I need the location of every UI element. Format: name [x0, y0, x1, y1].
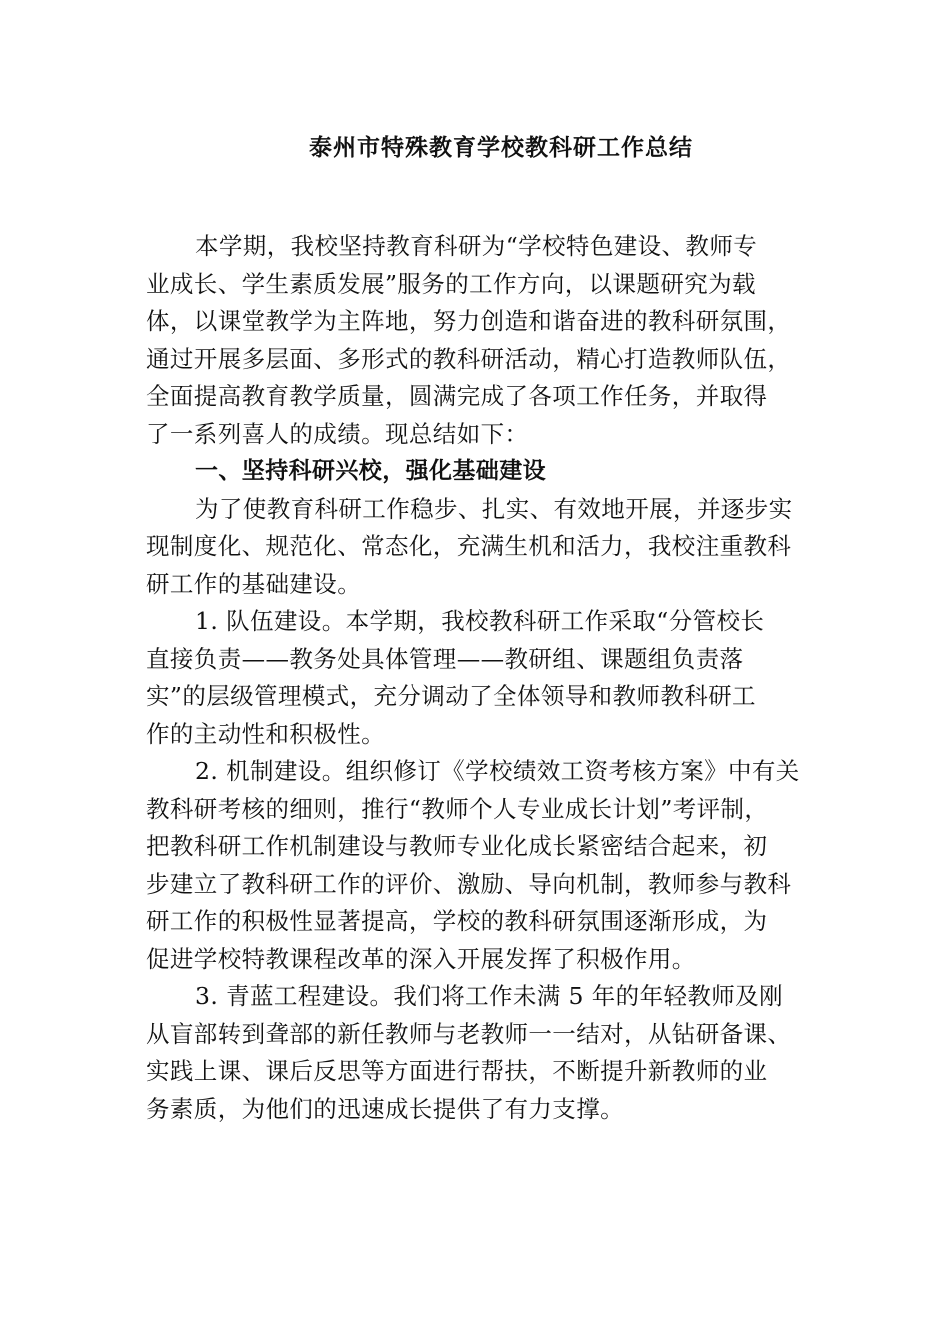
paragraph-line: 通过开展多层面、多形式的教科研活动，精心打造教师队伍，	[146, 344, 792, 373]
paragraph-line: 实践上课、课后反思等方面进行帮扶，不断提升新教师的业	[146, 1057, 768, 1085]
section-heading: 一、坚持科研兴校，强化基础建设	[195, 458, 546, 484]
paragraph-line: 现制度化、规范化、常态化，充满生机和活力，我校注重教科	[146, 532, 792, 560]
paragraph-line: 步建立了教科研工作的评价、激励、导向机制，教师参与教科	[146, 869, 792, 898]
document-body	[146, 228, 808, 1128]
paragraph-line: 了一系列喜人的成绩。现总结如下：	[146, 419, 529, 448]
document-title: 泰州市特殊教育学校教科研工作总结	[309, 135, 693, 161]
paragraph-line: 1. 队伍建设。本学期，我校教科研工作采取“分管校长	[195, 607, 765, 635]
paragraph-line: 研工作的积极性显著提高，学校的教科研氛围逐渐形成，为	[146, 907, 768, 935]
paragraph-line: 为了使教育科研工作稳步、扎实、有效地开展，并逐步实	[195, 494, 793, 523]
paragraph-line: 教科研考核的细则，推行“教师个人专业成长计划”考评制，	[146, 794, 769, 823]
paragraph-line: 研工作的基础建设。	[146, 569, 362, 598]
paragraph-line: 业成长、学生素质发展”服务的工作方向，以课题研究为载	[146, 269, 756, 298]
paragraph-line: 实”的层级管理模式，充分调动了全体领导和教师教科研工	[146, 682, 756, 710]
paragraph-line: 把教科研工作机制建设与教师专业化成长紧密结合起来，初	[146, 832, 768, 860]
paragraph-line: 体，以课堂教学为主阵地，努力创造和谐奋进的教科研氛围，	[146, 307, 792, 335]
paragraph-line: 3. 青蓝工程建设。我们将工作未满 5 年的年轻教师及刚	[195, 982, 783, 1010]
paragraph-line: 务素质，为他们的迅速成长提供了有力支撑。	[146, 1094, 624, 1123]
paragraph-line: 2. 机制建设。组织修订《学校绩效工资考核方案》中有关	[195, 757, 800, 785]
paragraph-line: 作的主动性和积极性。	[146, 719, 385, 748]
paragraph-line: 本学期，我校坚持教育科研为“学校特色建设、教师专	[195, 232, 758, 260]
paragraph-line: 全面提高教育教学质量，圆满完成了各项工作任务，并取得	[146, 382, 768, 410]
paragraph-line: 直接负责——教务处具体管理——教研组、课题组负责落	[146, 644, 744, 673]
paragraph-line: 促进学校特教课程改革的深入开展发挥了积极作用。	[146, 944, 696, 973]
paragraph-line: 从盲部转到聋部的新任教师与老教师一一结对，从钻研备课、	[146, 1019, 792, 1048]
